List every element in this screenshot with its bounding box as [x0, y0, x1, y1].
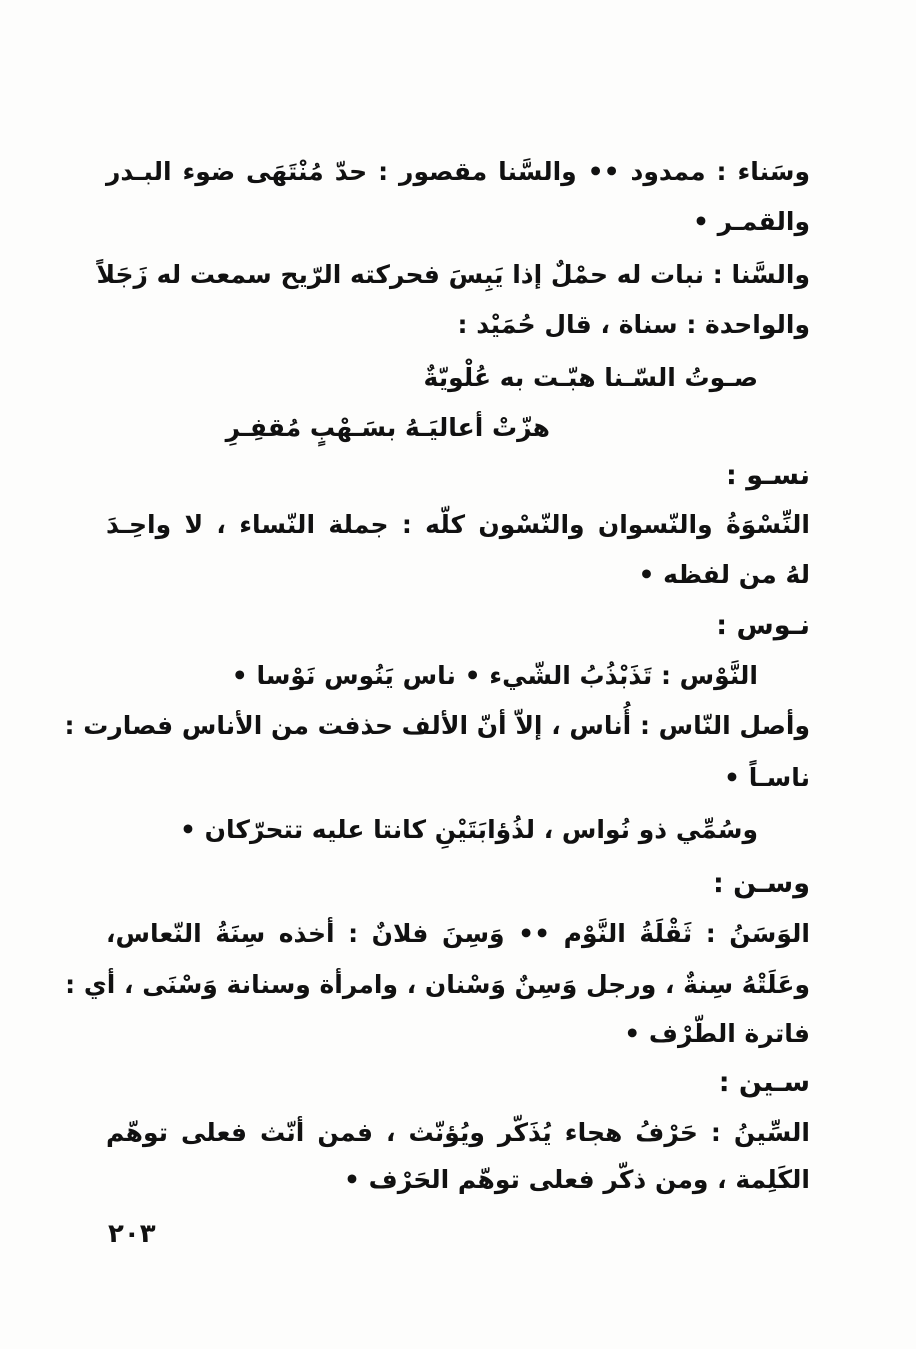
- text-line: الكَلِمة ، ومن ذكّر فعلى توهّم الحَرْف •: [343, 1165, 810, 1194]
- text-line: الوَسَنُ : ثَقْلَةُ النَّوْم •• وَسِنَ فلانٌ : أخذه سِنَةُ النّعاس،: [106, 919, 810, 948]
- text-line: وسُمِّي ذو نُواس ، لذُؤابَتَيْنِ كانتا عليه تتحرّكان •: [180, 815, 758, 844]
- text-line: فاترة الطّرْف •: [624, 1019, 810, 1048]
- text-line: والواحدة : سناة ، قال حُمَيْد :: [457, 310, 810, 339]
- entry-heading: نسـو :: [726, 460, 810, 491]
- text-line: وعَلَتْهُ سِنةٌ ، ورجل وَسِنٌ وَسْنان ، وامرأة وسنانة وَسْنَى ، أي :: [65, 970, 810, 999]
- entry-heading: سـين :: [718, 1067, 810, 1098]
- text-line: النِّسْوَةُ والنّسوان والنّسْون كلّه : جملة النّساء ، لا واحِـدَ: [106, 510, 810, 539]
- text-line: النَّوْس : تَذَبْذُبُ الشّيء • ناس يَنُوس نَوْسا •: [231, 661, 758, 690]
- entry-heading: نـوس :: [716, 610, 810, 641]
- entry-heading: وسـن :: [712, 868, 810, 899]
- text-line: السِّينُ : حَرْفُ هجاء يُذَكّر ويُؤنّث ، فمن أنّث فعلى توهّم: [106, 1118, 810, 1147]
- text-line: وسَناء : ممدود •• والسَّنا مقصور : حدّ مُنْتَهَى ضوء البـدر: [106, 157, 810, 186]
- text-line: وأصل النّاس : أُناس ، إلاّ أنّ الألف حذفت من الأناس فصارت :: [64, 711, 810, 740]
- text-line: والقمـر •: [692, 207, 810, 236]
- verse-first-hemistich: صـوتُ السّـنا هبّـت به عُلْويّةٌ: [423, 363, 758, 392]
- page-number: ٢٠٣: [108, 1219, 156, 1249]
- text-line: والسَّنا : نبات له حمْلٌ إذا يَبِسَ فحركته الرّيح سمعت له زَجَلاً: [96, 260, 810, 289]
- verse-second-hemistich: هزّتْ أعاليَـهُ بسَـهْبٍ مُقفِـرِ: [225, 413, 550, 442]
- text-line: ناسـاً •: [724, 763, 810, 792]
- text-line: لهُ من لفظه •: [638, 560, 810, 589]
